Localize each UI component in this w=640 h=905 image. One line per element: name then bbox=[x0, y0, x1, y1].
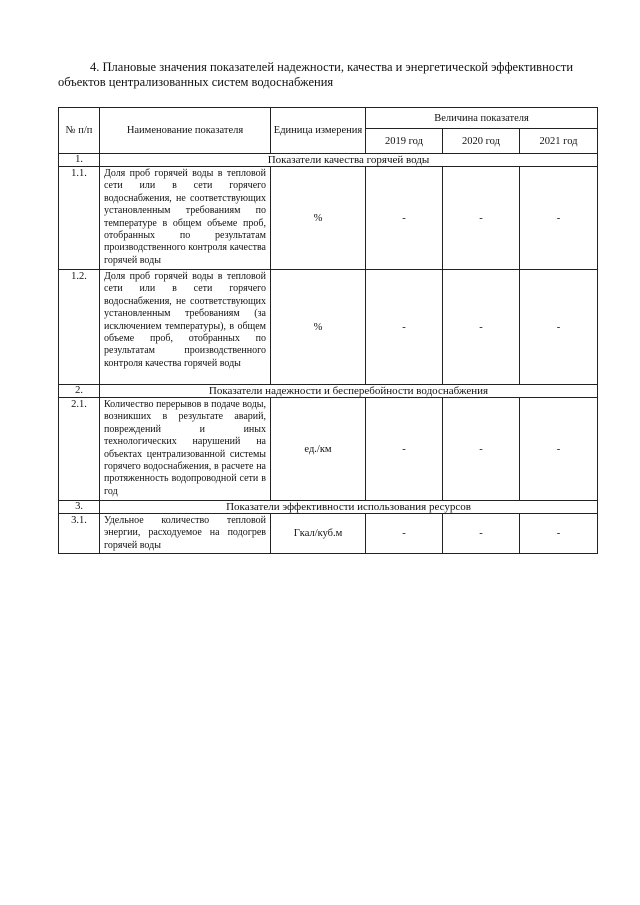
value-2019: - bbox=[366, 514, 443, 554]
value-2020: - bbox=[443, 167, 520, 270]
indicator-name: Доля проб горячей воды в тепловой сети или в сети горячего водоснабжения, не соответствующих установленным требованиям по температуре в общем объеме проб, отобранных по результатам производственного контроля качества горячей воды bbox=[100, 167, 271, 270]
column-header-value-group: Величина показателя bbox=[366, 108, 598, 129]
value-2021: - bbox=[520, 167, 598, 270]
value-2021: - bbox=[520, 398, 598, 501]
table-row bbox=[59, 167, 598, 270]
value-2020: - bbox=[443, 514, 520, 554]
column-header-name: Наименование показателя bbox=[100, 108, 271, 154]
section-row bbox=[59, 154, 598, 167]
column-header-year-2021: 2021 год bbox=[520, 129, 598, 154]
unit-cell: % bbox=[271, 167, 366, 270]
column-header-num: № п/п bbox=[59, 108, 100, 154]
value-2020: - bbox=[443, 398, 520, 501]
value-2019: - bbox=[366, 270, 443, 385]
unit-cell: % bbox=[271, 270, 366, 385]
column-header-unit: Единица измерения bbox=[271, 108, 366, 154]
section-row bbox=[59, 501, 598, 514]
indicators-table bbox=[58, 107, 598, 554]
indicator-name: Доля проб горячей воды в тепловой сети или в сети горячего водоснабжения, не соответствующих установленным требованиям (за исключением температуры), в общем объеме проб, отобранных по результатам производственного контроля качества горячей воды bbox=[100, 270, 271, 385]
section-title: Показатели эффективности использования ресурсов bbox=[100, 501, 598, 514]
section-title: Показатели качества горячей воды bbox=[100, 154, 598, 167]
section-heading-line1: 4. Плановые значения показателей надежности, качества и энергетической эффективности bbox=[90, 60, 574, 74]
value-2019: - bbox=[366, 398, 443, 501]
value-2019: - bbox=[366, 167, 443, 270]
value-2021: - bbox=[520, 270, 598, 385]
column-header-year-2020: 2020 год bbox=[443, 129, 520, 154]
row-number: 1.1. bbox=[59, 167, 100, 270]
section-row bbox=[59, 385, 598, 398]
unit-cell: Гкал/куб.м bbox=[271, 514, 366, 554]
section-heading-line2: объектов централизованных систем водоснабжения bbox=[58, 75, 334, 89]
table-row bbox=[59, 270, 598, 385]
section-number: 2. bbox=[59, 385, 100, 398]
value-2021: - bbox=[520, 514, 598, 554]
value-2020: - bbox=[443, 270, 520, 385]
section-number: 1. bbox=[59, 154, 100, 167]
section-title: Показатели надежности и бесперебойности водоснабжения bbox=[100, 385, 598, 398]
table-row bbox=[59, 398, 598, 501]
row-number: 2.1. bbox=[59, 398, 100, 501]
indicator-name: Удельное количество тепловой энергии, расходуемое на подогрев горячей воды bbox=[100, 514, 271, 554]
section-heading bbox=[58, 60, 598, 90]
column-header-year-2019: 2019 год bbox=[366, 129, 443, 154]
row-number: 3.1. bbox=[59, 514, 100, 554]
section-number: 3. bbox=[59, 501, 100, 514]
table-row bbox=[59, 514, 598, 554]
unit-cell: ед./км bbox=[271, 398, 366, 501]
indicator-name: Количество перерывов в подаче воды, возникших в результате аварий, повреждений и иных технологических нарушений на объектах централизованной системы горячего водоснабжения, в расчете на протяженность водопроводной сети в год bbox=[100, 398, 271, 501]
row-number: 1.2. bbox=[59, 270, 100, 385]
